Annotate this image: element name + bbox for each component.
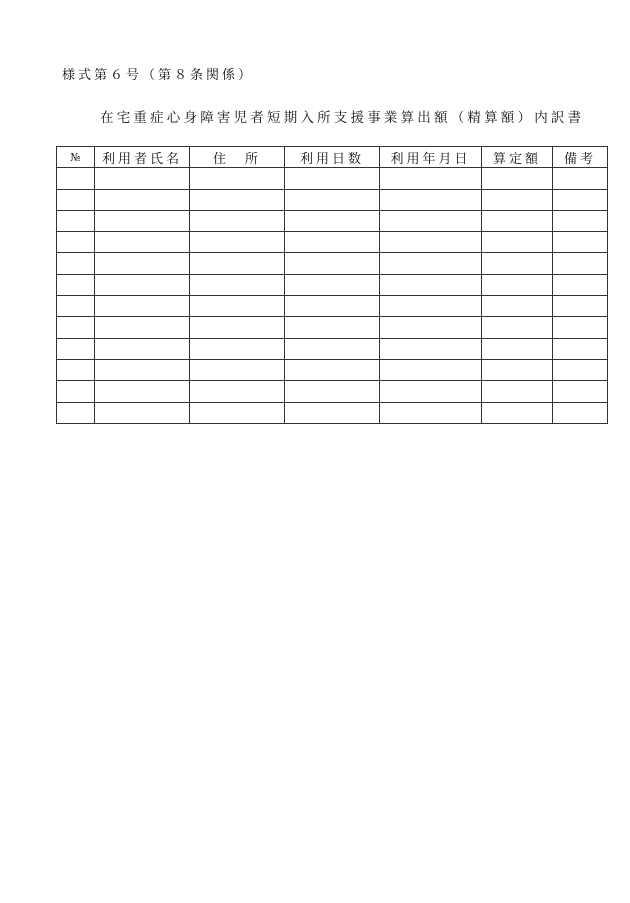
cell-calculated-amount [482, 317, 553, 338]
table-row [57, 296, 608, 317]
cell-remarks [553, 168, 608, 189]
cell-no [57, 402, 95, 423]
table-row [57, 317, 608, 338]
cell-no [57, 359, 95, 380]
cell-calculated-amount [482, 359, 553, 380]
document-title: 在宅重症心身障害児者短期入所支援事業算出額（精算額）内訳書 [100, 110, 585, 126]
cell-address [190, 210, 285, 231]
breakdown-table [56, 146, 608, 424]
cell-no [57, 253, 95, 274]
table-row [57, 253, 608, 274]
cell-remarks [553, 253, 608, 274]
cell-no [57, 168, 95, 189]
table-header-row [57, 147, 608, 168]
cell-usage-days [285, 168, 380, 189]
cell-user-name [95, 168, 190, 189]
cell-user-name [95, 317, 190, 338]
cell-no [57, 189, 95, 210]
cell-usage-days [285, 296, 380, 317]
cell-address [190, 317, 285, 338]
table-row [57, 274, 608, 295]
cell-user-name [95, 359, 190, 380]
cell-user-name [95, 402, 190, 423]
cell-address [190, 402, 285, 423]
cell-remarks [553, 296, 608, 317]
cell-address [190, 232, 285, 253]
cell-usage-date [380, 402, 482, 423]
cell-usage-days [285, 274, 380, 295]
cell-address [190, 189, 285, 210]
cell-user-name [95, 232, 190, 253]
cell-remarks [553, 189, 608, 210]
table-body [57, 168, 608, 424]
cell-address [190, 274, 285, 295]
cell-usage-days [285, 317, 380, 338]
cell-calculated-amount [482, 210, 553, 231]
cell-remarks [553, 338, 608, 359]
cell-address [190, 338, 285, 359]
cell-user-name [95, 296, 190, 317]
cell-usage-date [380, 253, 482, 274]
cell-usage-days [285, 359, 380, 380]
cell-usage-date [380, 338, 482, 359]
cell-calculated-amount [482, 338, 553, 359]
table-row [57, 381, 608, 402]
table-row [57, 210, 608, 231]
cell-usage-days [285, 402, 380, 423]
header-address: 住 所 [190, 147, 285, 168]
cell-address [190, 381, 285, 402]
cell-usage-date [380, 359, 482, 380]
header-remarks: 備考 [553, 147, 608, 168]
header-calculated-amount: 算定額 [482, 147, 553, 168]
cell-usage-days [285, 253, 380, 274]
cell-user-name [95, 210, 190, 231]
cell-remarks [553, 210, 608, 231]
cell-usage-days [285, 189, 380, 210]
cell-calculated-amount [482, 253, 553, 274]
cell-usage-days [285, 338, 380, 359]
cell-user-name [95, 338, 190, 359]
cell-user-name [95, 274, 190, 295]
cell-address [190, 168, 285, 189]
header-user-name: 利用者氏名 [95, 147, 190, 168]
cell-usage-days [285, 210, 380, 231]
cell-calculated-amount [482, 296, 553, 317]
table-row [57, 359, 608, 380]
cell-usage-date [380, 381, 482, 402]
cell-usage-date [380, 189, 482, 210]
cell-no [57, 317, 95, 338]
cell-user-name [95, 253, 190, 274]
cell-user-name [95, 189, 190, 210]
cell-usage-date [380, 168, 482, 189]
table-row [57, 189, 608, 210]
cell-remarks [553, 381, 608, 402]
cell-no [57, 232, 95, 253]
cell-remarks [553, 232, 608, 253]
cell-no [57, 210, 95, 231]
cell-calculated-amount [482, 168, 553, 189]
table-row [57, 338, 608, 359]
cell-remarks [553, 317, 608, 338]
table-row [57, 168, 608, 189]
cell-calculated-amount [482, 381, 553, 402]
cell-address [190, 359, 285, 380]
cell-remarks [553, 402, 608, 423]
header-no: № [57, 147, 95, 168]
cell-no [57, 296, 95, 317]
cell-calculated-amount [482, 232, 553, 253]
cell-user-name [95, 381, 190, 402]
cell-calculated-amount [482, 274, 553, 295]
table-row [57, 232, 608, 253]
cell-address [190, 296, 285, 317]
cell-no [57, 381, 95, 402]
cell-calculated-amount [482, 402, 553, 423]
cell-usage-date [380, 210, 482, 231]
cell-usage-days [285, 381, 380, 402]
cell-remarks [553, 359, 608, 380]
cell-usage-date [380, 274, 482, 295]
form-number: 様式第６号（第８条関係） [62, 68, 255, 83]
cell-usage-days [285, 232, 380, 253]
cell-remarks [553, 274, 608, 295]
table-row [57, 402, 608, 423]
cell-usage-date [380, 232, 482, 253]
cell-address [190, 253, 285, 274]
cell-usage-date [380, 317, 482, 338]
cell-usage-date [380, 296, 482, 317]
cell-no [57, 274, 95, 295]
header-usage-days: 利用日数 [285, 147, 380, 168]
header-usage-date: 利用年月日 [380, 147, 482, 168]
cell-calculated-amount [482, 189, 553, 210]
cell-no [57, 338, 95, 359]
